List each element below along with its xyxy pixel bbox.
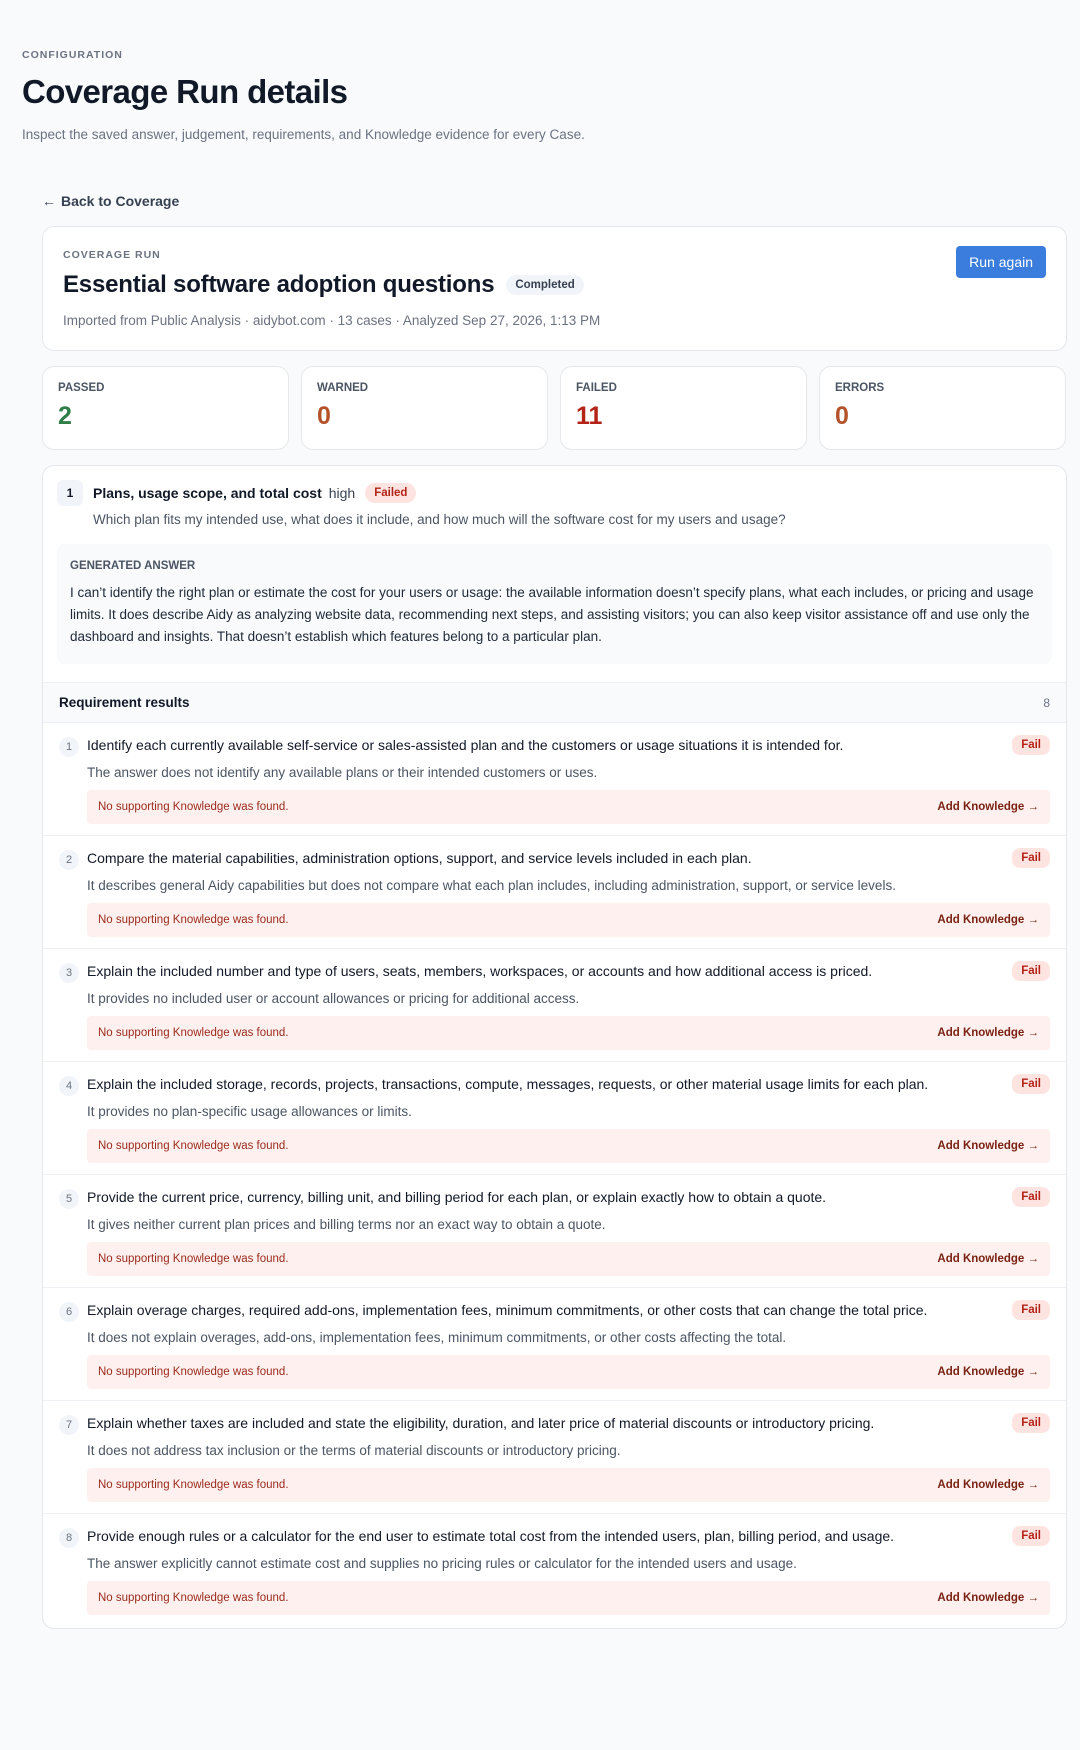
evidence-message: No supporting Knowledge was found.	[98, 1140, 289, 1152]
back-link-label: Back to Coverage	[61, 193, 180, 209]
page-subtitle: Inspect the saved answer, judgement, requirements, and Knowledge evidence for every Case.	[22, 127, 585, 142]
add-knowledge-link[interactable]: Add Knowledge →	[937, 1027, 1039, 1039]
requirements-count: 8	[1043, 695, 1050, 710]
stat-warned	[301, 366, 548, 450]
requirement-evidence	[87, 1468, 1050, 1502]
answer-label: GENERATED ANSWER	[70, 560, 196, 572]
requirement-explanation: It provides no included user or account allowances or pricing for additional access.	[87, 991, 580, 1006]
requirement-explanation: It gives neither current plan prices and billing terms nor an exact way to obtain a quote.	[87, 1217, 606, 1232]
requirement-status-badge: Fail	[1012, 1074, 1050, 1094]
stat-passed	[42, 366, 289, 450]
arrow-left-icon: ←	[42, 193, 56, 209]
add-knowledge-link[interactable]: Add Knowledge →	[937, 1592, 1039, 1604]
evidence-message: No supporting Knowledge was found.	[98, 914, 289, 926]
coverage-run-card	[42, 226, 1067, 351]
requirement-row	[43, 1514, 1066, 1628]
evidence-message: No supporting Knowledge was found.	[98, 1479, 289, 1491]
add-knowledge-link[interactable]: Add Knowledge →	[937, 1140, 1039, 1152]
evidence-message: No supporting Knowledge was found.	[98, 801, 289, 813]
requirement-explanation: The answer explicitly cannot estimate cost and supplies no pricing rules or calculator for the intended users and usage.	[87, 1556, 797, 1571]
content	[42, 142, 1067, 1629]
requirement-row	[43, 1288, 1066, 1401]
requirement-explanation: The answer does not identify any available plans or their intended customers or uses.	[87, 765, 598, 780]
page-title: Coverage Run details	[22, 73, 348, 110]
requirement-row	[43, 949, 1066, 1062]
requirement-evidence	[87, 1581, 1050, 1615]
requirement-number: 4	[59, 1076, 79, 1096]
requirement-status-badge: Fail	[1012, 1413, 1050, 1433]
requirement-status-badge: Fail	[1012, 848, 1050, 868]
requirement-row	[43, 1401, 1066, 1514]
requirement-row	[43, 723, 1066, 836]
evidence-message: No supporting Knowledge was found.	[98, 1592, 289, 1604]
case-card	[42, 465, 1067, 1629]
answer-text: I can’t identify the right plan or estimate the cost for your users or usage: the available information doesn’t specify plans, what each includes, or pricing and usage limits. It does describe Aidy as analyzing website data, recommending next steps, and assisting visitors; you can also keep visitor assistance off and use only the dashboard and insights. That doesn’t establish which features belong to a particular plan.	[70, 585, 1034, 644]
requirement-evidence	[87, 1129, 1050, 1163]
stat-label: ERRORS	[835, 382, 885, 394]
requirement-status-badge: Fail	[1012, 1526, 1050, 1546]
requirement-number: 6	[59, 1302, 79, 1322]
case-status-badge: Failed	[365, 483, 416, 503]
add-knowledge-link[interactable]: Add Knowledge →	[937, 1253, 1039, 1265]
requirement-evidence	[87, 1355, 1050, 1389]
stat-value: 11	[576, 402, 603, 430]
case-priority: high	[328, 485, 356, 501]
run-status-badge: Completed	[506, 275, 583, 295]
requirement-evidence	[87, 1242, 1050, 1276]
requirement-status-badge: Fail	[1012, 735, 1050, 755]
run-title: Essential software adoption questions	[63, 271, 495, 298]
requirement-text: Compare the material capabilities, administration options, support, and service levels included in each plan.	[87, 850, 752, 866]
requirement-text: Explain overage charges, required add-ons, implementation fees, minimum commitments, or other costs that can change the total price.	[87, 1302, 928, 1318]
generated-answer	[57, 544, 1052, 664]
evidence-message: No supporting Knowledge was found.	[98, 1027, 289, 1039]
requirements-title: Requirement results	[59, 695, 190, 710]
requirements-list	[43, 723, 1066, 1628]
case-number: 1	[57, 480, 83, 506]
requirement-text: Explain whether taxes are included and state the eligibility, duration, and later price of material discounts or introductory pricing.	[87, 1415, 875, 1431]
requirement-number: 2	[59, 850, 79, 870]
requirements-header	[43, 682, 1066, 723]
requirement-explanation: It describes general Aidy capabilities but does not compare what each plan includes, including administration, support, or service levels.	[87, 878, 896, 893]
requirement-text: Identify each currently available self-service or sales-assisted plan and the customers or usage situations it is intended for.	[87, 737, 844, 753]
requirement-explanation: It does not explain overages, add-ons, implementation fees, minimum commitments, or other costs affecting the total.	[87, 1330, 787, 1345]
evidence-message: No supporting Knowledge was found.	[98, 1366, 289, 1378]
requirement-row	[43, 1175, 1066, 1288]
requirement-text: Explain the included storage, records, projects, transactions, compute, messages, requests, or other material usage limits for each plan.	[87, 1076, 929, 1092]
run-eyebrow: COVERAGE RUN	[63, 249, 161, 261]
stat-value: 0	[835, 402, 849, 430]
requirement-number: 3	[59, 963, 79, 983]
case-header	[57, 480, 1052, 506]
requirement-number: 8	[59, 1528, 79, 1548]
requirement-explanation: It does not address tax inclusion or the terms of material discounts or introductory pricing.	[87, 1443, 621, 1458]
run-meta: Imported from Public Analysis · aidybot.com · 13 cases · Analyzed Sep 27, 2026, 1:13 PM	[63, 313, 601, 328]
stat-label: FAILED	[576, 382, 617, 394]
requirement-evidence	[87, 1016, 1050, 1050]
requirement-row	[43, 1062, 1066, 1175]
requirement-evidence	[87, 790, 1050, 824]
run-again-button[interactable]: Run again	[956, 246, 1046, 278]
back-to-coverage-link[interactable]	[42, 193, 179, 209]
requirement-text: Provide enough rules or a calculator for the end user to estimate total cost from the intended users, plan, billing period, and usage.	[87, 1528, 895, 1544]
stat-value: 2	[58, 402, 72, 430]
stat-errors	[819, 366, 1066, 450]
stat-value: 0	[317, 402, 331, 430]
add-knowledge-link[interactable]: Add Knowledge →	[937, 801, 1039, 813]
stats-row	[42, 366, 1067, 450]
requirement-number: 7	[59, 1415, 79, 1435]
requirement-evidence	[87, 903, 1050, 937]
run-title-row	[63, 271, 1046, 299]
requirement-number: 1	[59, 737, 79, 757]
case-question: Which plan fits my intended use, what does it include, and how much will the software cost for my users and usage?	[93, 512, 786, 527]
add-knowledge-link[interactable]: Add Knowledge →	[937, 1479, 1039, 1491]
requirement-text: Explain the included number and type of users, seats, members, workspaces, or accounts and how additional access is priced.	[87, 963, 873, 979]
add-knowledge-link[interactable]: Add Knowledge →	[937, 1366, 1039, 1378]
evidence-message: No supporting Knowledge was found.	[98, 1253, 289, 1265]
requirement-explanation: It provides no plan-specific usage allowances or limits.	[87, 1104, 412, 1119]
requirement-status-badge: Fail	[1012, 961, 1050, 981]
requirement-row	[43, 836, 1066, 949]
section-eyebrow: CONFIGURATION	[22, 49, 123, 61]
requirement-status-badge: Fail	[1012, 1187, 1050, 1207]
case-title: Plans, usage scope, and total cost	[93, 485, 322, 501]
requirement-text: Provide the current price, currency, billing unit, and billing period for each plan, or explain exactly how to obtain a quote.	[87, 1189, 827, 1205]
stat-label: PASSED	[58, 382, 105, 394]
add-knowledge-link[interactable]: Add Knowledge →	[937, 914, 1039, 926]
requirement-number: 5	[59, 1189, 79, 1209]
stat-failed	[560, 366, 807, 450]
requirement-status-badge: Fail	[1012, 1300, 1050, 1320]
stat-label: WARNED	[317, 382, 369, 394]
